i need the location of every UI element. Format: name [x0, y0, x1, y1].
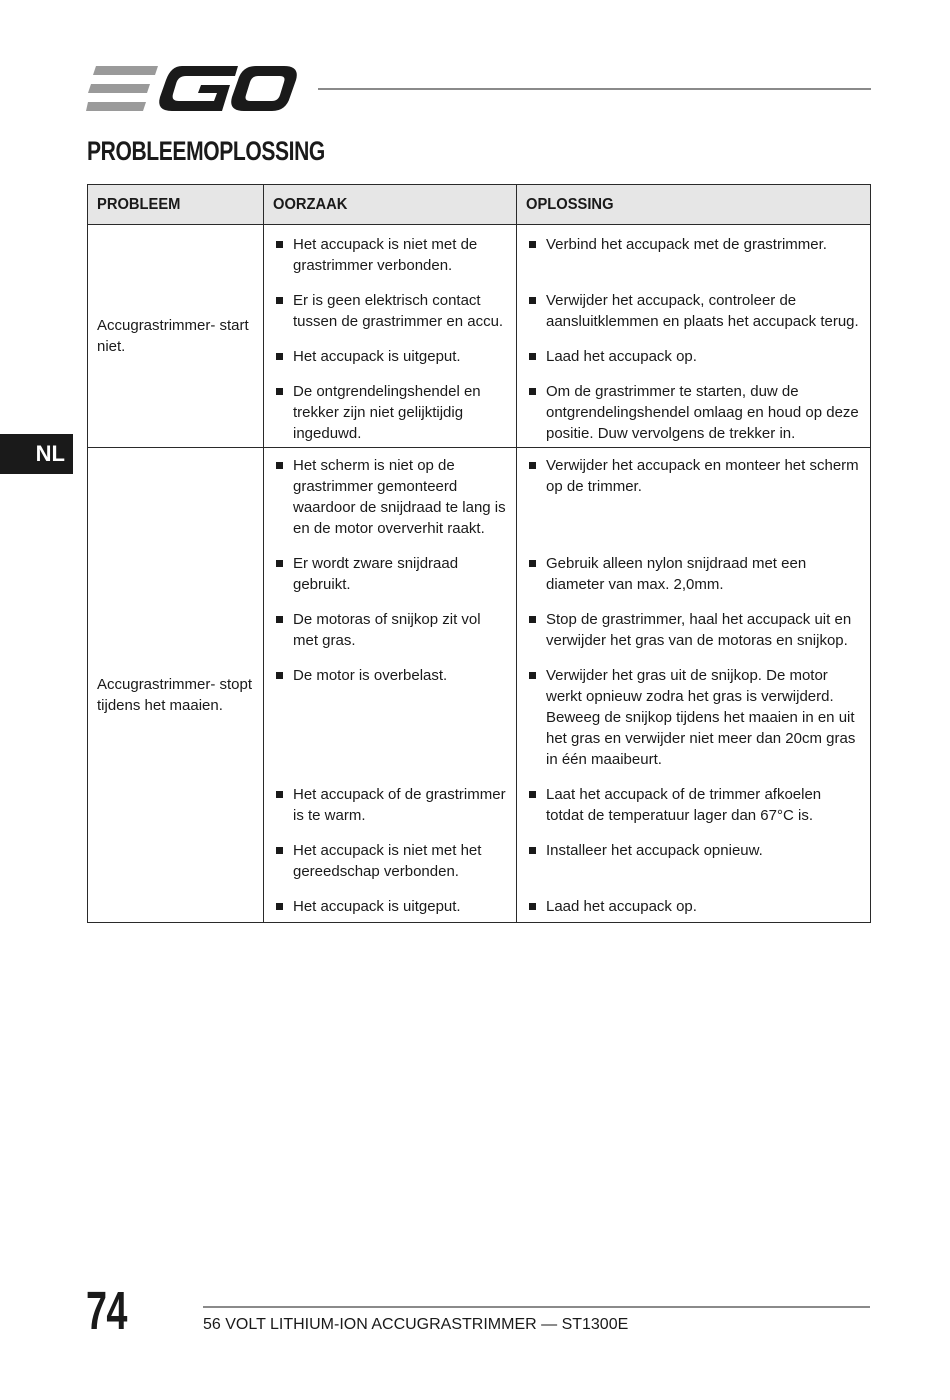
- bullet-icon: [529, 560, 536, 567]
- list-item: Laad het accupack op.: [529, 346, 862, 368]
- page-number: 74: [86, 1281, 127, 1341]
- list-item: Laat het accupack of de trimmer afkoelen totdat de temperatuur lager dan 67°C is.: [529, 784, 862, 827]
- header-problem: PROBLEEM: [88, 185, 264, 225]
- list-item: De motoras of snijkop zit vol met gras.: [276, 609, 508, 652]
- bullet-icon: [529, 903, 536, 910]
- solution-cell: [517, 225, 871, 448]
- list-item: Verwijder het accupack en monteer het scherm op de trimmer.: [529, 455, 862, 540]
- table-row: [88, 225, 871, 448]
- bullet-icon: [276, 388, 283, 395]
- bullet-icon: [529, 847, 536, 854]
- list-item: Het scherm is niet op de grastrimmer gemonteerd waardoor de snijdraad te lang is en de motor oververhit raakt.: [276, 455, 508, 540]
- list-item: De ontgrendelingshendel en trekker zijn niet gelijktijdig ingeduwd.: [276, 381, 508, 444]
- bullet-icon: [276, 903, 283, 910]
- bullet-icon: [529, 616, 536, 623]
- table-header-row: [88, 185, 871, 225]
- table-row: [88, 448, 871, 923]
- list-item: Verwijder het accupack, controleer de aansluitklemmen en plaats het accupack terug.: [529, 290, 862, 333]
- bullet-icon: [529, 791, 536, 798]
- bullet-icon: [529, 297, 536, 304]
- bullet-icon: [529, 388, 536, 395]
- problem-cell: [88, 448, 264, 923]
- ego-logo: [86, 64, 298, 114]
- list-item: Het accupack is uitgeput.: [276, 346, 508, 368]
- bullet-icon: [529, 672, 536, 679]
- bullet-icon: [276, 847, 283, 854]
- footer-text: 56 VOLT LITHIUM-ION ACCUGRASTRIMMER — ST1300E: [203, 1316, 629, 1333]
- bullet-icon: [529, 353, 536, 360]
- bullet-icon: [276, 616, 283, 623]
- problem-text: Accugrastrimmer- start niet.: [97, 317, 249, 355]
- solution-cell: [517, 448, 871, 923]
- list-item: Er is geen elektrisch contact tussen de grastrimmer en accu.: [276, 290, 508, 333]
- list-item: Het accupack is niet met het gereedschap verbonden.: [276, 840, 508, 883]
- header-rule: [318, 88, 871, 90]
- bullet-icon: [276, 241, 283, 248]
- bullet-icon: [276, 560, 283, 567]
- page-title: PROBLEEMOPLOSSING: [87, 136, 325, 166]
- problem-cell: [88, 225, 264, 448]
- list-item: Het accupack is niet met de grastrimmer verbonden.: [276, 234, 508, 277]
- list-item: Laad het accupack op.: [529, 896, 862, 918]
- footer-rule: [203, 1306, 870, 1308]
- list-item: Verwijder het gras uit de snijkop. De motor werkt opnieuw zodra het gras is verwijderd. Beweeg de snijkop tijdens het maaien in en uit het gras en verwijder niet meer dan 20cm gras in één maaibeurt.: [529, 665, 862, 771]
- list-item: Het accupack is uitgeput.: [276, 896, 508, 918]
- cause-cell: [264, 225, 517, 448]
- list-item: Verbind het accupack met de grastrimmer.: [529, 234, 862, 277]
- header-cause: OORZAAK: [264, 185, 517, 225]
- troubleshooting-table: [87, 184, 871, 923]
- bullet-icon: [276, 353, 283, 360]
- bullet-icon: [276, 672, 283, 679]
- bullet-icon: [529, 241, 536, 248]
- bullet-icon: [529, 462, 536, 469]
- list-item: De motor is overbelast.: [276, 665, 508, 771]
- list-item: Er wordt zware snijdraad gebruikt.: [276, 553, 508, 596]
- bullet-icon: [276, 791, 283, 798]
- bullet-icon: [276, 297, 283, 304]
- list-item: Gebruik alleen nylon snijdraad met een diameter van max. 2,0mm.: [529, 553, 862, 596]
- bullet-icon: [276, 462, 283, 469]
- list-item: Om de grastrimmer te starten, duw de ontgrendelingshendel omlaag en houd op deze positie. Duw vervolgens de trekker in.: [529, 381, 862, 444]
- list-item: Stop de grastrimmer, haal het accupack uit en verwijder het gras van de motoras en snijkop.: [529, 609, 862, 652]
- problem-text: Accugrastrimmer- stopt tijdens het maaien.: [97, 676, 253, 714]
- cause-cell: [264, 448, 517, 923]
- language-tab: NL: [0, 434, 73, 474]
- list-item: Het accupack of de grastrimmer is te warm.: [276, 784, 508, 827]
- list-item: Installeer het accupack opnieuw.: [529, 840, 862, 883]
- header-solution: OPLOSSING: [517, 185, 871, 225]
